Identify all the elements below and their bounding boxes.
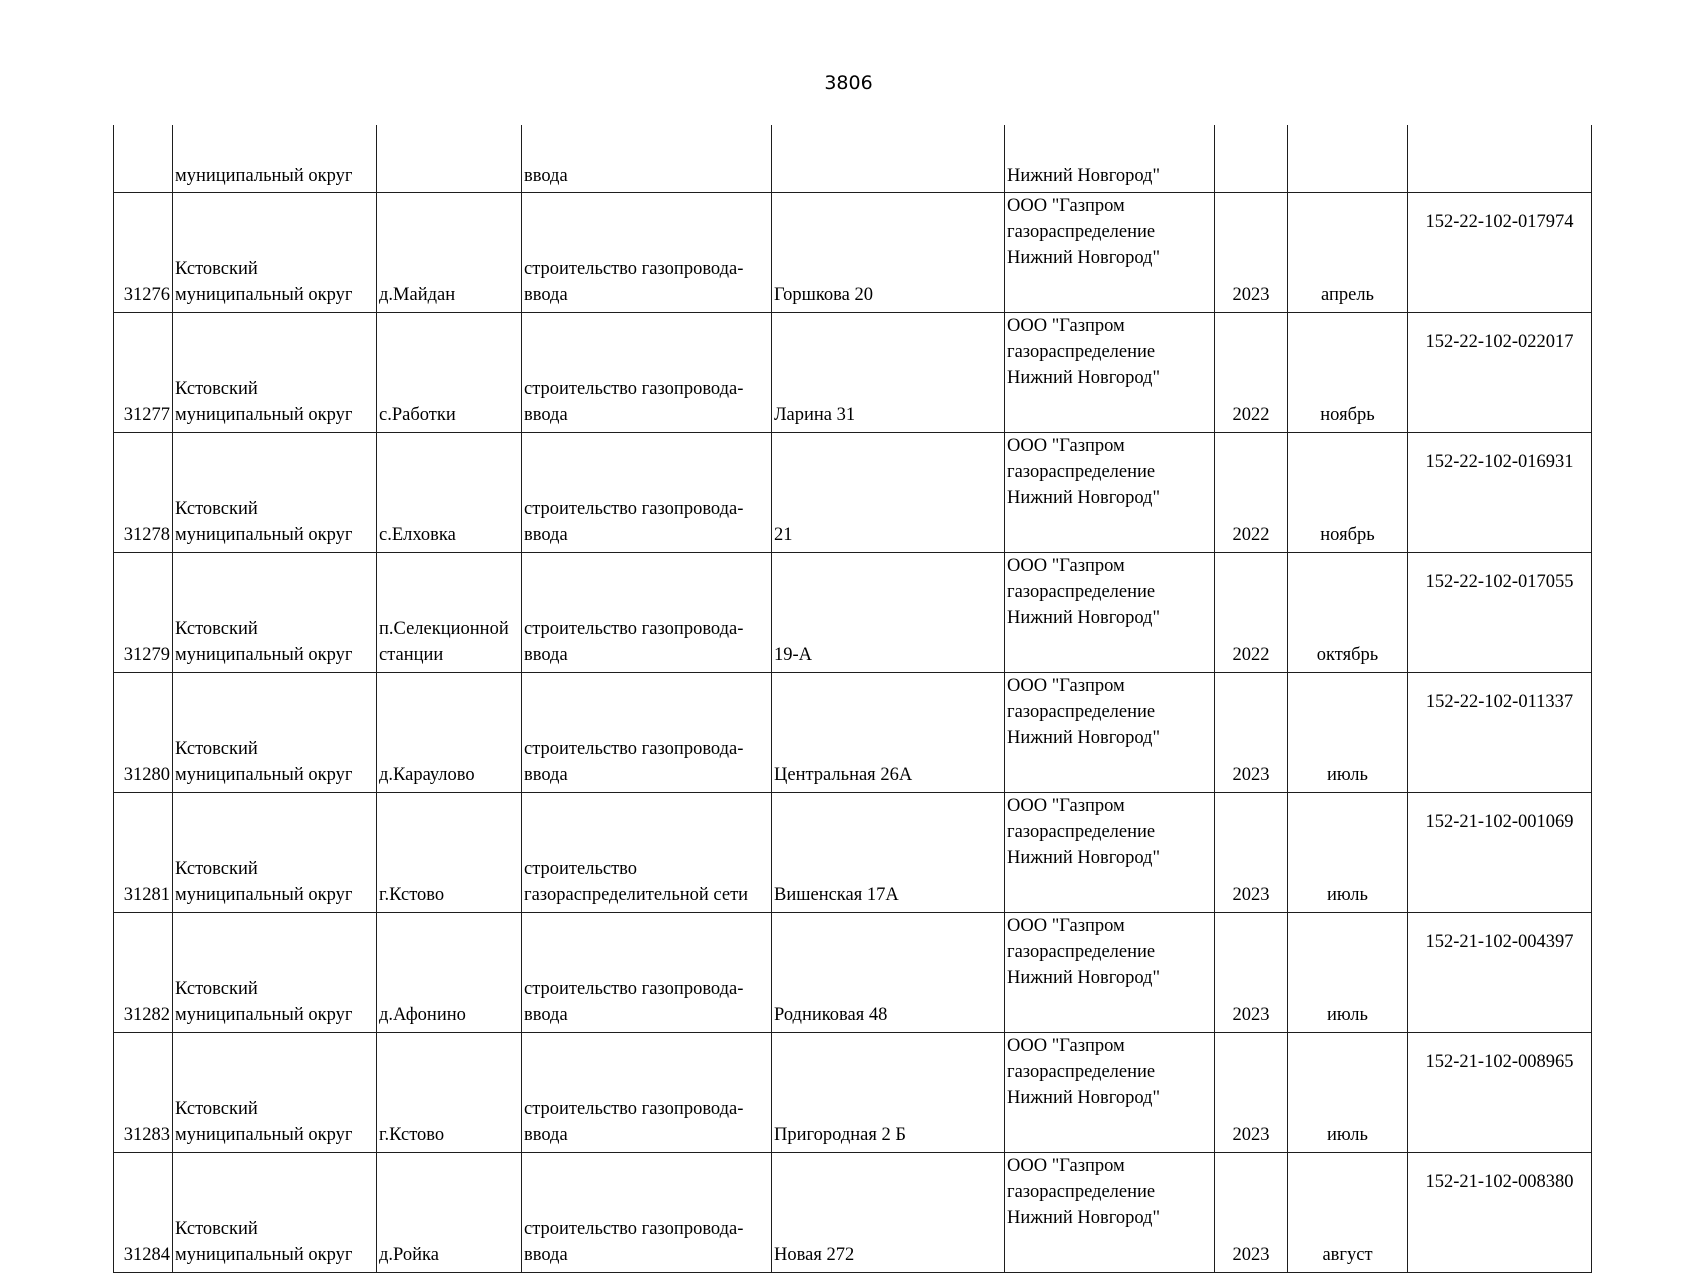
cell-month: [1288, 125, 1408, 193]
cell-code: 152-21-102-001069: [1408, 793, 1592, 913]
cell-district: Кстовский муниципальный округ: [173, 673, 377, 793]
registry-table: [113, 125, 1592, 1273]
cell-district: Кстовский муниципальный округ: [173, 193, 377, 313]
cell-district: Кстовский муниципальный округ: [173, 1033, 377, 1153]
cell-year: 2022: [1215, 553, 1288, 673]
cell-address: [772, 125, 1005, 193]
cell-settlement: [377, 125, 522, 193]
cell-district: Кстовский муниципальный округ: [173, 1153, 377, 1273]
cell-work-type: строительство газопровода- ввода: [522, 1033, 772, 1153]
cell-year: 2022: [1215, 433, 1288, 553]
page-number: 3806: [824, 72, 873, 94]
cell-settlement: с.Елховка: [377, 433, 522, 553]
table-row: [114, 433, 1592, 553]
cell-code: 152-21-102-008965: [1408, 1033, 1592, 1153]
cell-settlement: г.Кстово: [377, 793, 522, 913]
cell-district: Кстовский муниципальный округ: [173, 913, 377, 1033]
cell-code: [1408, 125, 1592, 193]
cell-year: [1215, 125, 1288, 193]
cell-work-type: ввода: [522, 125, 772, 193]
cell-num: 31283: [114, 1033, 173, 1153]
table-row: [114, 793, 1592, 913]
cell-num: [114, 125, 173, 193]
cell-num: 31280: [114, 673, 173, 793]
table-row: [114, 193, 1592, 313]
cell-settlement: д.Афонино: [377, 913, 522, 1033]
continuation-row: [114, 125, 1592, 193]
table-row: [114, 673, 1592, 793]
cell-code: 152-21-102-004397: [1408, 913, 1592, 1033]
cell-work-type: строительство газопровода- ввода: [522, 193, 772, 313]
cell-organization: Нижний Новгород": [1005, 125, 1215, 193]
cell-organization: ООО "Газпром газораспределение Нижний Новгород": [1005, 673, 1215, 793]
cell-year: 2023: [1215, 913, 1288, 1033]
cell-district: Кстовский муниципальный округ: [173, 433, 377, 553]
cell-organization: ООО "Газпром газораспределение Нижний Новгород": [1005, 553, 1215, 673]
table-row: [114, 1153, 1592, 1273]
cell-code: 152-22-102-022017: [1408, 313, 1592, 433]
table-row: [114, 913, 1592, 1033]
cell-district: Кстовский муниципальный округ: [173, 313, 377, 433]
cell-year: 2023: [1215, 193, 1288, 313]
table-row: [114, 553, 1592, 673]
cell-work-type: строительство газопровода- ввода: [522, 313, 772, 433]
cell-organization: ООО "Газпром газораспределение Нижний Новгород": [1005, 1033, 1215, 1153]
cell-work-type: строительство газопровода- ввода: [522, 1153, 772, 1273]
cell-settlement: д.Майдан: [377, 193, 522, 313]
cell-num: 31281: [114, 793, 173, 913]
cell-work-type: строительство газораспределительной сети: [522, 793, 772, 913]
cell-month: ноябрь: [1288, 433, 1408, 553]
cell-settlement: д.Ройка: [377, 1153, 522, 1273]
cell-work-type: строительство газопровода- ввода: [522, 433, 772, 553]
cell-code: 152-22-102-017974: [1408, 193, 1592, 313]
cell-code: 152-22-102-017055: [1408, 553, 1592, 673]
cell-year: 2023: [1215, 1153, 1288, 1273]
cell-year: 2023: [1215, 673, 1288, 793]
cell-address: Новая 272: [772, 1153, 1005, 1273]
cell-num: 31279: [114, 553, 173, 673]
cell-month: июль: [1288, 913, 1408, 1033]
cell-month: июль: [1288, 793, 1408, 913]
cell-settlement: с.Работки: [377, 313, 522, 433]
cell-district: муниципальный округ: [173, 125, 377, 193]
cell-month: июль: [1288, 673, 1408, 793]
cell-settlement: п.Селекционной станции: [377, 553, 522, 673]
cell-code: 152-22-102-016931: [1408, 433, 1592, 553]
cell-address: 21: [772, 433, 1005, 553]
cell-address: Центральная 26А: [772, 673, 1005, 793]
cell-num: 31277: [114, 313, 173, 433]
cell-district: Кстовский муниципальный округ: [173, 553, 377, 673]
cell-month: ноябрь: [1288, 313, 1408, 433]
cell-work-type: строительство газопровода- ввода: [522, 553, 772, 673]
cell-month: август: [1288, 1153, 1408, 1273]
cell-year: 2022: [1215, 313, 1288, 433]
cell-address: Вишенская 17А: [772, 793, 1005, 913]
cell-settlement: г.Кстово: [377, 1033, 522, 1153]
cell-work-type: строительство газопровода- ввода: [522, 673, 772, 793]
cell-num: 31276: [114, 193, 173, 313]
cell-work-type: строительство газопровода- ввода: [522, 913, 772, 1033]
cell-organization: ООО "Газпром газораспределение Нижний Новгород": [1005, 313, 1215, 433]
cell-num: 31282: [114, 913, 173, 1033]
cell-month: октябрь: [1288, 553, 1408, 673]
cell-num: 31278: [114, 433, 173, 553]
cell-district: Кстовский муниципальный округ: [173, 793, 377, 913]
cell-address: Пригородная 2 Б: [772, 1033, 1005, 1153]
cell-address: Ларина 31: [772, 313, 1005, 433]
cell-address: Горшкова 20: [772, 193, 1005, 313]
table-row: [114, 1033, 1592, 1153]
cell-address: Родниковая 48: [772, 913, 1005, 1033]
cell-num: 31284: [114, 1153, 173, 1273]
cell-organization: ООО "Газпром газораспределение Нижний Новгород": [1005, 193, 1215, 313]
cell-year: 2023: [1215, 1033, 1288, 1153]
table-row: [114, 313, 1592, 433]
cell-settlement: д.Караулово: [377, 673, 522, 793]
cell-code: 152-22-102-011337: [1408, 673, 1592, 793]
cell-month: апрель: [1288, 193, 1408, 313]
cell-year: 2023: [1215, 793, 1288, 913]
cell-organization: ООО "Газпром газораспределение Нижний Новгород": [1005, 433, 1215, 553]
cell-organization: ООО "Газпром газораспределение Нижний Новгород": [1005, 913, 1215, 1033]
cell-code: 152-21-102-008380: [1408, 1153, 1592, 1273]
cell-month: июль: [1288, 1033, 1408, 1153]
cell-organization: ООО "Газпром газораспределение Нижний Новгород": [1005, 793, 1215, 913]
cell-organization: ООО "Газпром газораспределение Нижний Новгород": [1005, 1153, 1215, 1273]
cell-address: 19-А: [772, 553, 1005, 673]
